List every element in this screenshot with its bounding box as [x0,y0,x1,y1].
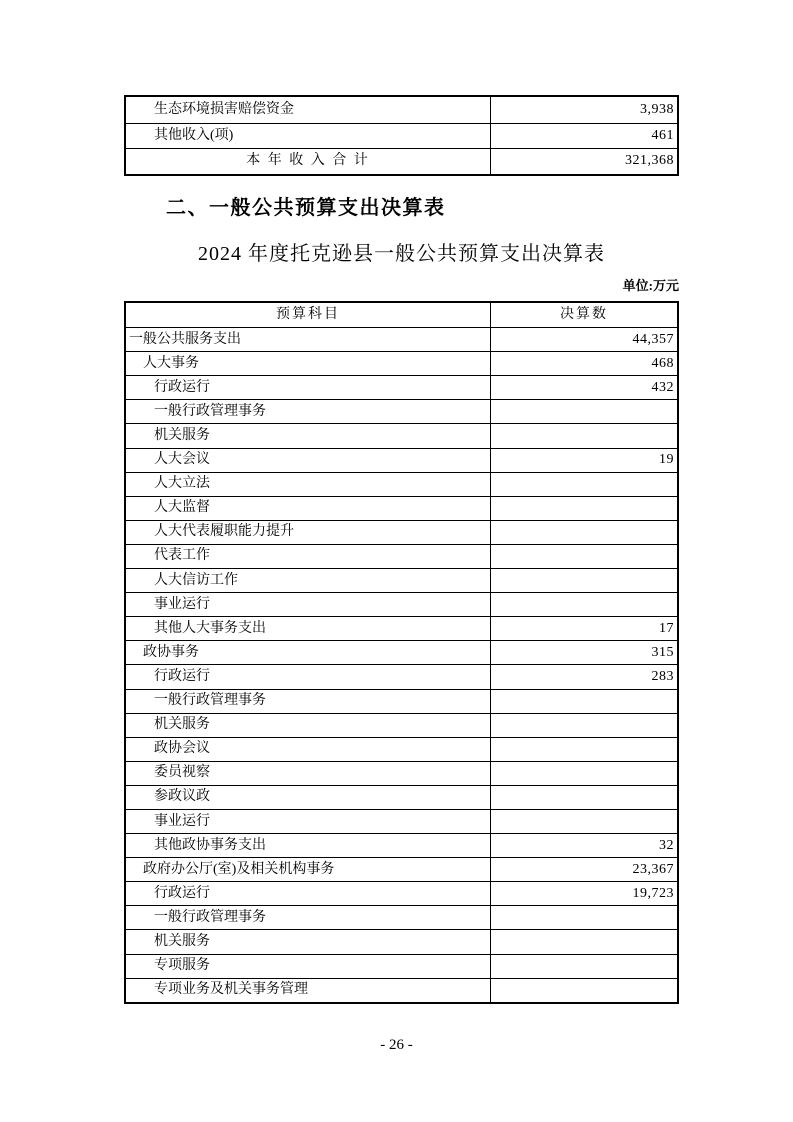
table-row [126,616,677,640]
unit-label: 单位:万元 [622,278,679,293]
table-row [126,929,677,953]
table-row [126,520,677,544]
budget-item-value: 32 [659,837,674,853]
budget-item-label: 政协会议 [126,738,491,761]
budget-item-label: 委员视察 [126,762,491,785]
budget-item-value [491,473,677,496]
budget-item-value: 321,368 [625,153,674,169]
budget-item-value [491,714,677,737]
budget-item-value: 468 [651,355,674,371]
budget-item-label: 其他收入(项) [126,124,491,149]
budget-item-value: 17 [659,620,674,636]
budget-item-value [491,979,677,1002]
budget-item-value: 44,357 [632,331,674,347]
budget-item-value [491,810,677,833]
budget-item-value [491,593,677,616]
column-header-budget-subject: 预算科目 [126,303,491,327]
table-row [126,785,677,809]
table-row [126,905,677,929]
table-row [126,640,677,664]
budget-item-label: 机关服务 [126,714,491,737]
table-row [126,327,677,351]
budget-item-label: 一般行政管理事务 [126,906,491,929]
budget-item-value: 3,938 [640,101,674,117]
table-row [126,97,677,123]
budget-item-label: 人大代表履职能力提升 [126,521,491,544]
table-row [126,568,677,592]
column-header-final-amount: 决算数 [560,307,608,323]
budget-item-label: 事业运行 [126,593,491,616]
budget-item-value [491,690,677,713]
budget-item-value [491,786,677,809]
budget-item-value [491,738,677,761]
budget-item-value [491,906,677,929]
table-row [126,496,677,520]
budget-item-value [491,930,677,953]
budget-item-value [491,497,677,520]
budget-item-label: 本 年 收 入 合 计 [126,149,491,174]
table-row [126,592,677,616]
budget-item-value [491,569,677,592]
table-row [126,857,677,881]
budget-item-label: 政府办公厅(室)及相关机构事务 [126,858,491,881]
table-row [126,472,677,496]
budget-item-label: 生态环境损害赔偿资金 [126,97,491,123]
budget-item-label: 专项业务及机关事务管理 [126,979,491,1002]
table-row [126,689,677,713]
table-row [126,954,677,978]
budget-item-label: 一般公共服务支出 [126,328,491,351]
table-header-row [126,303,677,327]
table-title: 2024 年度托克逊县一般公共预算支出决算表 [198,243,605,265]
budget-item-label: 代表工作 [126,545,491,568]
budget-item-value: 461 [651,127,674,143]
table-row [126,664,677,688]
section-heading: 二、一般公共预算支出决算表 [166,197,446,219]
table-row [126,881,677,905]
budget-item-label: 机关服务 [126,930,491,953]
budget-item-label: 其他人大事务支出 [126,617,491,640]
table-row [126,713,677,737]
budget-item-value: 315 [651,644,674,660]
budget-item-label: 一般行政管理事务 [126,400,491,423]
budget-item-label: 人大立法 [126,473,491,496]
budget-item-value [491,955,677,978]
budget-item-value: 432 [651,379,674,395]
table-row [126,351,677,375]
budget-item-label: 人大监督 [126,497,491,520]
table-row [126,123,677,149]
budget-item-value [491,762,677,785]
table-row [126,978,677,1002]
budget-item-label: 人大事务 [126,352,491,375]
table-row [126,761,677,785]
expenditure-table [124,301,679,1004]
budget-item-label: 人大会议 [126,449,491,472]
table-row [126,423,677,447]
table-row [126,544,677,568]
budget-item-label: 机关服务 [126,424,491,447]
budget-item-label: 其他政协事务支出 [126,834,491,857]
table-row [126,375,677,399]
budget-item-label: 专项服务 [126,955,491,978]
table-row [126,737,677,761]
table-row [126,809,677,833]
budget-item-value [491,424,677,447]
table-row [126,399,677,423]
budget-item-value: 19 [659,452,674,468]
budget-item-label: 参政议政 [126,786,491,809]
budget-item-label: 行政运行 [126,376,491,399]
budget-item-label: 行政运行 [126,882,491,905]
budget-item-value [491,545,677,568]
table-row [126,448,677,472]
budget-item-value [491,400,677,423]
page-number: - 26 - [380,1037,413,1053]
budget-item-value: 19,723 [632,885,674,901]
income-table-tail [124,95,679,176]
table-row [126,833,677,857]
budget-item-value: 283 [651,668,674,684]
table-row [126,148,677,174]
budget-item-value [491,521,677,544]
budget-item-label: 政协事务 [126,641,491,664]
budget-item-label: 行政运行 [126,665,491,688]
budget-item-label: 人大信访工作 [126,569,491,592]
budget-item-label: 事业运行 [126,810,491,833]
budget-item-label: 一般行政管理事务 [126,690,491,713]
budget-item-value: 23,367 [632,861,674,877]
